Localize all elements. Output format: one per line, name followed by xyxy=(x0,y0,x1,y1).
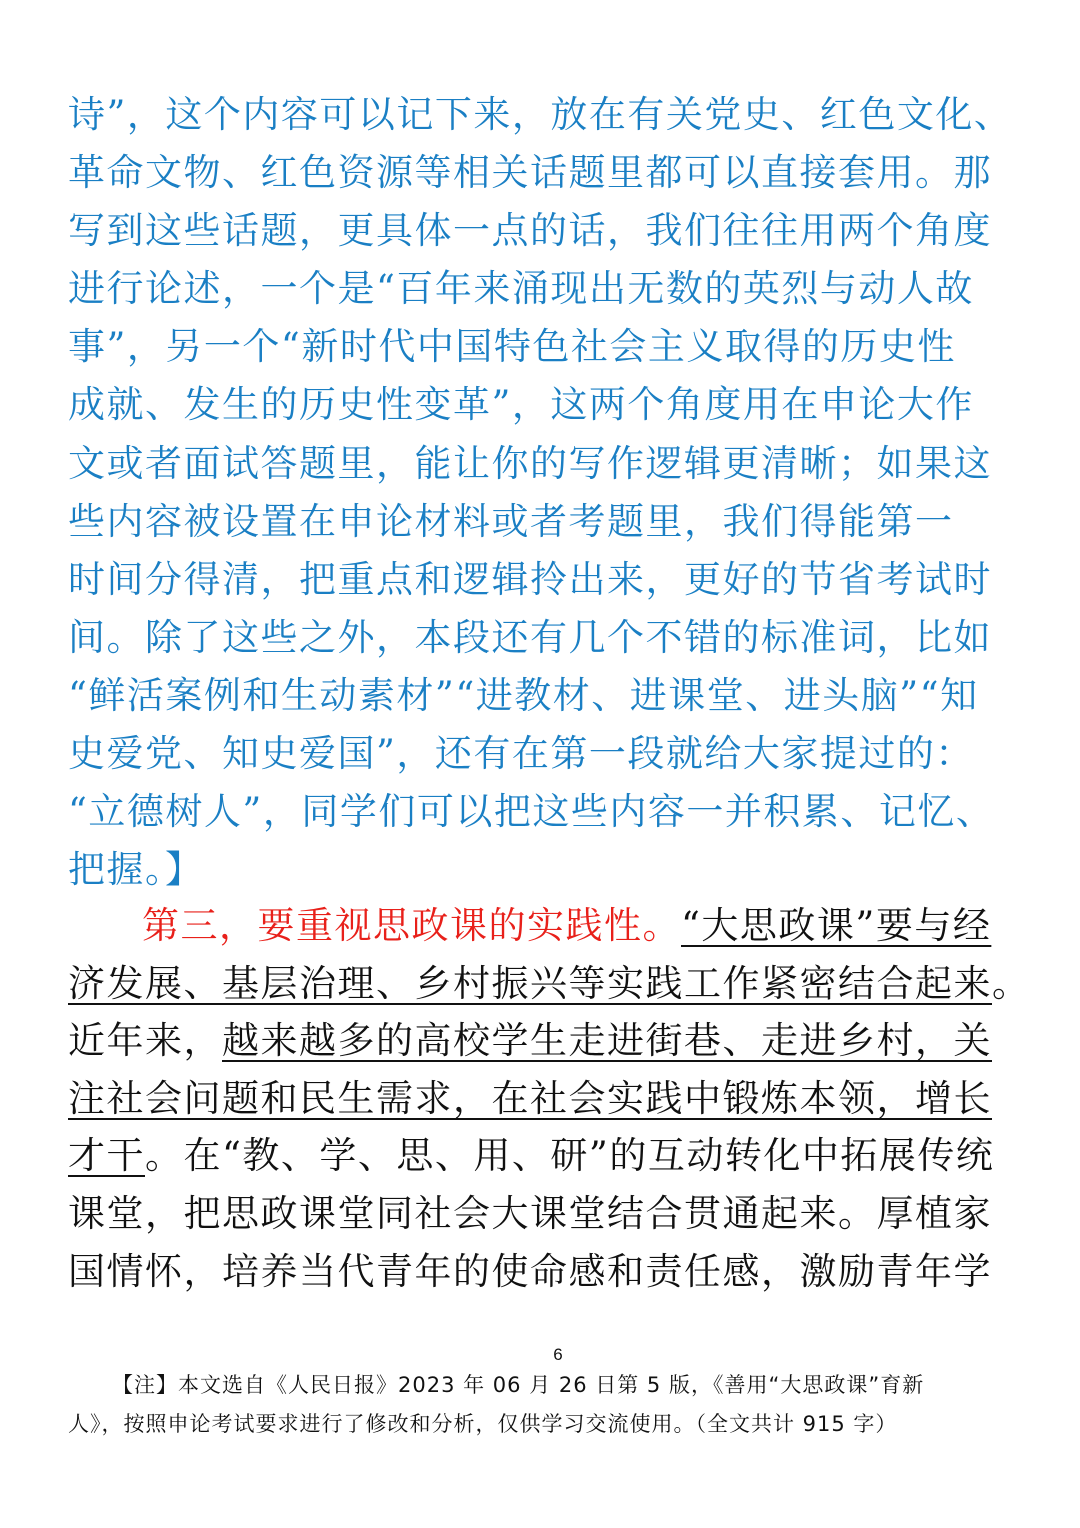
body-text: 近年来， xyxy=(68,1019,222,1063)
analysis-line: 进行论述，一个是“百年来涌现出无数的英烈与动人故 xyxy=(68,267,974,311)
analysis-line: 写到这些话题，更具体一点的话，我们往往用两个角度 xyxy=(68,209,992,253)
body-line: 国情怀，培养当代青年的使命感和责任感，激励青年学 xyxy=(68,1249,992,1293)
analysis-line: 诗”，这个内容可以记下来，放在有关党史、红色文化、 xyxy=(68,93,1013,136)
analysis-line: 时间分得清，把重点和逻辑拎出来，更好的节省考试时 xyxy=(68,557,992,601)
analysis-line: “立德树人”，同学们可以把这些内容一并积累、记忆、 xyxy=(68,790,995,834)
body-line xyxy=(68,1012,1038,1070)
body-text: 。在“教、学、思、用、研”的互动转化中拓展传统 xyxy=(145,1134,995,1178)
analysis-line: 把握。】 xyxy=(68,848,204,892)
underlined-text: 越来越多的高校学生走进街巷、走进乡村，关 xyxy=(222,1019,992,1063)
body-line: 课堂，把思政课堂同社会大课堂结合贯通起来。厚植家 xyxy=(68,1191,992,1235)
underlined-text: 济发展、基层治理、乡村振兴等实践工作紧密结合起来 xyxy=(68,961,992,1005)
body-line xyxy=(68,1070,1038,1128)
analysis-line: 史爱党、知史爱国”，还有在第一段就给大家提过的： xyxy=(68,732,974,776)
analysis-line: 文或者面试答题里，能让你的写作逻辑更清晰；如果这 xyxy=(68,441,992,485)
body-text: 。 xyxy=(992,961,1031,1005)
body-paragraph xyxy=(68,897,1038,1300)
footnote-line: 【注】本文选自《人民日报》2023 年 06 月 26 日第 5 版，《善用“大思政课”育新 xyxy=(112,1373,925,1397)
underlined-text: “大思政课”要与经 xyxy=(681,904,992,947)
footnote xyxy=(68,1366,1028,1444)
analysis-line: 事”，另一个“新时代中国特色社会主义取得的历史性 xyxy=(68,325,956,369)
footnote-line: 人》，按照申论考试要求进行了修改和分析，仅供学习交流使用。（全文共计 915 字） xyxy=(68,1412,898,1436)
body-line xyxy=(68,897,1038,955)
underlined-text: 注社会问题和民生需求，在社会实践中锻炼本领，增长 xyxy=(68,1076,992,1120)
analysis-paragraph xyxy=(68,86,1016,899)
analysis-line: 革命文物、红色资源等相关话题里都可以直接套用。那 xyxy=(68,151,992,195)
analysis-line: 些内容被设置在申论材料或者考题里，我们得能第一 xyxy=(68,499,954,543)
analysis-line: 成就、发生的历史性变革”，这两个角度用在申论大作 xyxy=(68,383,974,427)
body-line xyxy=(68,1127,1038,1185)
body-line xyxy=(68,955,1038,1013)
underlined-text: 才干 xyxy=(68,1134,145,1178)
page-number: 6 xyxy=(553,1345,563,1364)
analysis-line: “鲜活案例和生动素材”“进教材、进课堂、进头脑”“知 xyxy=(68,673,979,717)
section-heading: 第三，要重视思政课的实践性。 xyxy=(142,904,681,947)
analysis-line: 间。除了这些之外，本段还有几个不错的标准词，比如 xyxy=(68,615,992,659)
